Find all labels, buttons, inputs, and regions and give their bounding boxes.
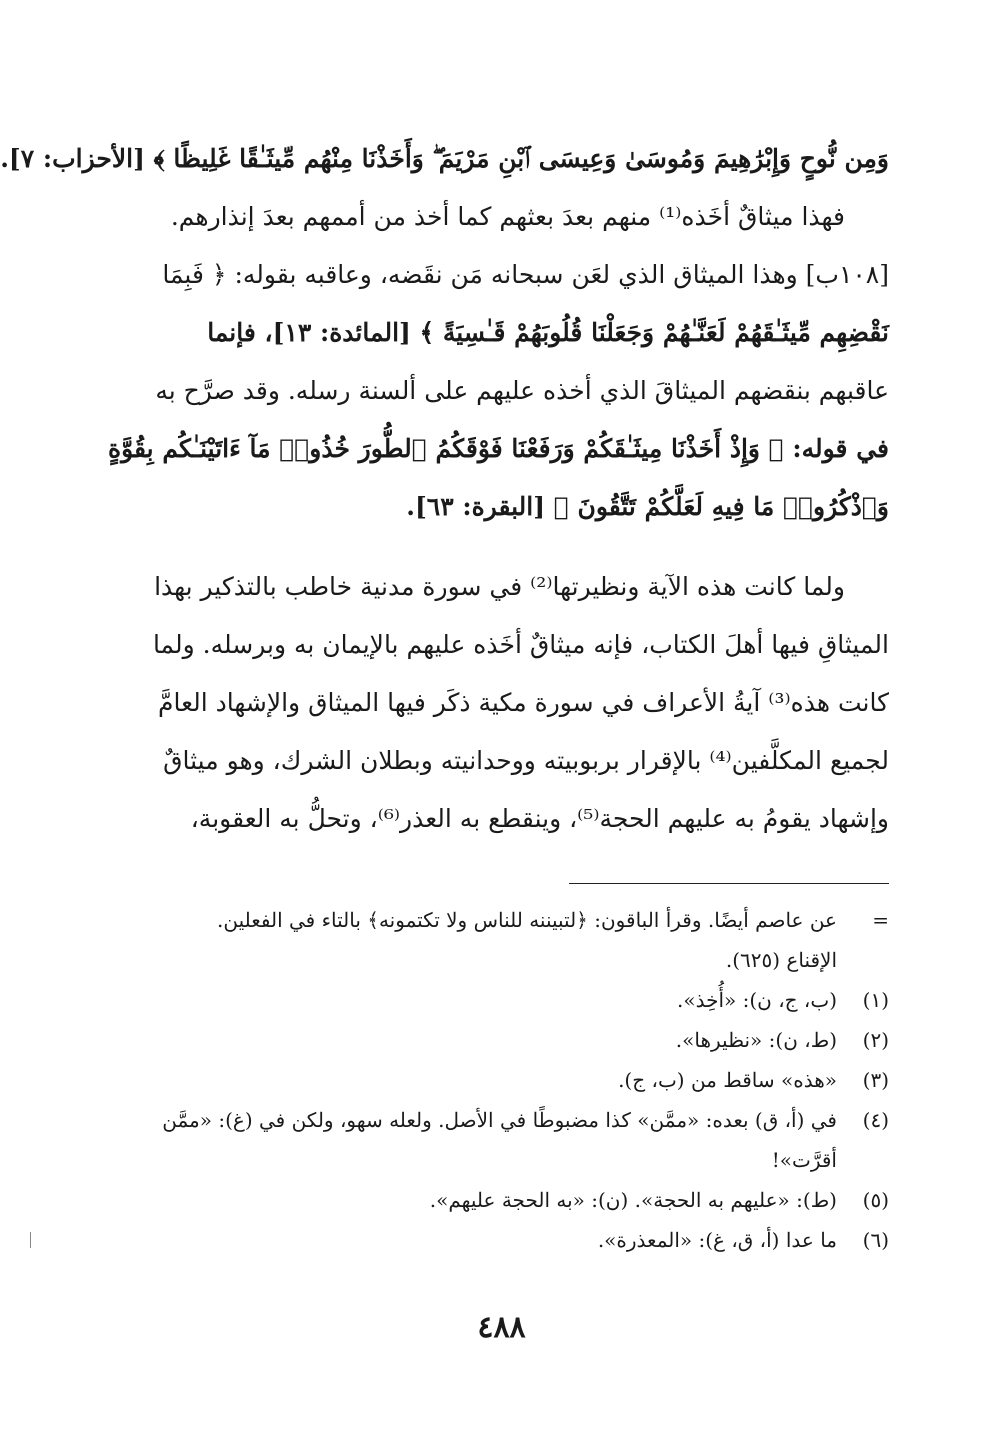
main-text-block <box>0 130 889 848</box>
footnote-divider <box>569 883 889 884</box>
footnote-text: «هذه» ساقط من (ب، ج). <box>618 1068 837 1092</box>
text-line: [١٠٨ب] وهذا الميثاق الذي لعَن سبحانه مَن نقَضه، وعاقبه بقوله: ﴿ فَبِمَا <box>162 260 889 289</box>
footnote <box>110 940 889 980</box>
text-line: فهذا ميثاقٌ أخَذه⁽¹⁾ منهم بعدَ بعثهم كما أخذ من أممهم بعدَ إنذارهم. <box>170 202 845 231</box>
text-line: وَمِن نُّوحٍ وَإِبْرَٰهِيمَ وَمُوسَىٰ وَعِيسَى ٱبْنِ مَرْيَمَ ۖ وَأَخَذْنَا مِنْهُم مِّيثَـٰقًا غَلِيظًا ﴾ [الأحزاب: ٧]. <box>0 144 889 173</box>
text-line: ولما كانت هذه الآية ونظيرتها⁽²⁾ في سورة مدنية خاطب بالتذكير بهذا <box>154 572 845 601</box>
text-line: وَٱذْكُرُوا۟ مَا فِيهِ لَعَلَّكُمْ تَتَّقُونَ ﴾ [البقرة: ٦٣]. <box>406 492 889 521</box>
text-line: الميثاقِ فيها أهلَ الكتاب، فإنه ميثاقٌ أخَذه عليهم بالإيمان به وبرسله. ولما <box>152 630 889 659</box>
footnote <box>110 900 889 940</box>
footnote-text: (ط): «عليهم به الحجة». (ن): «به الحجة عليهم». <box>429 1188 837 1212</box>
footnote-text: (ط، ن): «نظيرها». <box>675 1028 837 1052</box>
footnote <box>110 1140 889 1180</box>
footnote-text: ما عدا (أ، ق، غ): «المعذرة». <box>597 1228 837 1252</box>
text-line: كانت هذه⁽³⁾ آيةُ الأعراف في سورة مكية ذكَر فيها الميثاق والإشهاد العامَّ <box>157 688 889 717</box>
text-line: في قوله: ﴿ وَإِذْ أَخَذْنَا مِيثَـٰقَكُمْ وَرَفَعْنَا فَوْقَكُمُ ٱلطُّورَ خُذُوا۟ مَآ ءَاتَيْنَـٰكُم بِقُوَّةٍ <box>108 434 889 463</box>
footnote <box>110 1180 889 1220</box>
text-line: عاقبهم بنقضهم الميثاقَ الذي أخذه عليهم على ألسنة رسله. وقد صرَّح به <box>155 376 889 405</box>
footnote <box>110 1060 889 1100</box>
text-line: نَقْضِهِم مِّيثَـٰقَهُمْ لَعَنَّـٰهُمْ وَجَعَلْنَا قُلُوبَهُمْ قَـٰسِيَةً ﴾ [المائدة: ١٣]، فإنما <box>207 318 889 347</box>
footnotes-section <box>110 900 889 1260</box>
footnote-number: (٦) <box>862 1228 889 1252</box>
footnote-number: (٣) <box>862 1068 889 1092</box>
paragraph-gap <box>106 536 889 558</box>
footnote-text: عن عاصم أيضًا. وقرأ الباقون: ﴿لتبيننه للناس ولا تكتمونه﴾ بالتاء في الفعلين. <box>217 908 837 932</box>
margin-mark <box>30 1232 31 1248</box>
footnote-text: أقرَّت»! <box>771 1148 837 1172</box>
footnote <box>110 1020 889 1060</box>
footnote-number: (٢) <box>862 1028 889 1052</box>
footnote <box>110 980 889 1020</box>
footnote-number: (١) <box>862 988 889 1012</box>
text-line: وإشهاد يقومُ به عليهم الحجة⁽⁵⁾، وينقطع به العذر⁽⁶⁾، وتحلُّ به العقوبة، <box>190 804 889 833</box>
footnote <box>110 1100 889 1140</box>
footnote-text: في (أ، ق) بعده: «ممَّن» كذا مضبوطًا في الأصل. ولعله سهو، ولكن في (غ): «ممَّن <box>162 1108 837 1132</box>
footnote-number: = <box>872 908 889 932</box>
footnote-number: (٤) <box>862 1108 889 1132</box>
footnote-text: الإقناع (٦٢٥). <box>725 948 837 972</box>
footnote-number: (٥) <box>862 1188 889 1212</box>
page-number: ٤٨٨ <box>477 1310 526 1345</box>
footnote <box>110 1220 889 1260</box>
footnote-text: (ب، ج، ن): «أُخِذ». <box>677 988 837 1012</box>
text-line: لجميع المكلَّفين⁽⁴⁾ بالإقرار بربوبيته ووحدانيته وبطلان الشرك، وهو ميثاقٌ <box>163 746 889 775</box>
